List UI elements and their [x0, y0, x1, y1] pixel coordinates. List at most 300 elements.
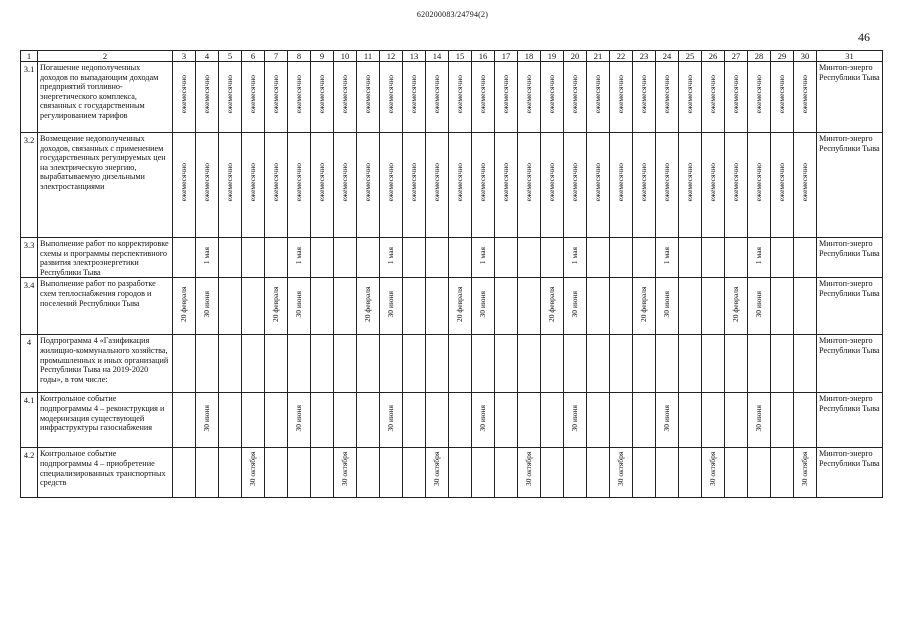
- schedule-cell: [656, 448, 679, 498]
- schedule-cell: [518, 62, 541, 133]
- schedule-cell: [357, 393, 380, 448]
- schedule-cell: [656, 393, 679, 448]
- schedule-date: ежемесячно: [385, 163, 395, 202]
- schedule-date: ежемесячно: [270, 75, 280, 114]
- schedule-cell: [679, 62, 702, 133]
- column-header: 28: [748, 51, 771, 62]
- schedule-cell: [334, 133, 357, 238]
- schedule-cell: [449, 238, 472, 278]
- schedule-cell: [357, 133, 380, 238]
- schedule-cell: [748, 393, 771, 448]
- schedule-date: ежемесячно: [500, 163, 510, 202]
- schedule-cell: [748, 335, 771, 393]
- schedule-cell: [242, 393, 265, 448]
- schedule-cell: [357, 278, 380, 335]
- schedule-cell: [702, 62, 725, 133]
- schedule-cell: [702, 448, 725, 498]
- schedule-cell: [288, 393, 311, 448]
- schedule-cell: [771, 278, 794, 335]
- schedule-cell: [265, 62, 288, 133]
- row-description: Подпрограмма 4 «Газификация жилищно-коммунального хозяйства, промышленных и иных организаций Республики Тыва на 2019-2020 годы», в том числе:: [38, 335, 173, 393]
- schedule-date: 30 июня: [293, 290, 303, 318]
- schedule-cell: [196, 448, 219, 498]
- schedule-cell: [403, 278, 426, 335]
- schedule-date: ежемесячно: [316, 163, 326, 202]
- schedule-date: ежемесячно: [546, 75, 556, 114]
- column-header: 21: [587, 51, 610, 62]
- schedule-date: 20 февраля: [730, 286, 740, 322]
- schedule-date: 20 февраля: [362, 286, 372, 322]
- schedule-cell: [265, 238, 288, 278]
- schedule-date: ежемесячно: [753, 75, 763, 114]
- schedule-date: ежемесячно: [201, 75, 211, 114]
- schedule-cell: [265, 448, 288, 498]
- table-row: [21, 393, 883, 448]
- schedule-cell: [357, 335, 380, 393]
- schedule-cell: [495, 238, 518, 278]
- schedule-cell: [587, 133, 610, 238]
- schedule-date: ежемесячно: [569, 163, 579, 202]
- schedule-date: ежемесячно: [247, 163, 257, 202]
- schedule-cell: [518, 393, 541, 448]
- row-description: Погашение недополученных доходов по выпадающим доходам предприятий топливно-энергетического комплекса, связанных с государственным регулированием тарифов: [38, 62, 173, 133]
- column-header: 27: [725, 51, 748, 62]
- schedule-cell: [610, 133, 633, 238]
- responsible-executor: Минтоп-энерго Республики Тыва: [817, 335, 883, 393]
- schedule-cell: [242, 278, 265, 335]
- schedule-cell: [794, 448, 817, 498]
- schedule-date: ежемесячно: [408, 75, 418, 114]
- column-header: 8: [288, 51, 311, 62]
- schedule-cell: [173, 133, 196, 238]
- schedule-cell: [219, 278, 242, 335]
- schedule-cell: [242, 133, 265, 238]
- schedule-cell: [403, 238, 426, 278]
- schedule-cell: [495, 62, 518, 133]
- schedule-cell: [173, 238, 196, 278]
- schedule-date: ежемесячно: [592, 75, 602, 114]
- schedule-cell: [610, 335, 633, 393]
- schedule-date: ежемесячно: [730, 75, 740, 114]
- schedule-cell: [219, 393, 242, 448]
- schedule-cell: [656, 278, 679, 335]
- row-number: 3.3: [21, 238, 38, 278]
- schedule-date: ежемесячно: [546, 163, 556, 202]
- schedule-cell: [702, 278, 725, 335]
- schedule-cell: [564, 448, 587, 498]
- schedule-cell: [495, 335, 518, 393]
- schedule-cell: [242, 238, 265, 278]
- schedule-date: 30 июня: [569, 290, 579, 318]
- schedule-cell: [380, 133, 403, 238]
- schedule-cell: [610, 62, 633, 133]
- schedule-date: 1 мая: [753, 246, 763, 264]
- responsible-executor: Минтоп-энерго Республики Тыва: [817, 62, 883, 133]
- column-header: 22: [610, 51, 633, 62]
- schedule-cell: [587, 448, 610, 498]
- column-header: 3: [173, 51, 196, 62]
- schedule-date: 30 июня: [293, 404, 303, 432]
- schedule-cell: [679, 133, 702, 238]
- schedule-cell: [403, 62, 426, 133]
- row-description: Возмещение недополученных доходов, связанных с применением государственных регулируемых цен на электрическую энергию, вырабатываемую дизельными электростанциями: [38, 133, 173, 238]
- schedule-date: ежемесячно: [431, 75, 441, 114]
- schedule-cell: [679, 448, 702, 498]
- schedule-cell: [541, 238, 564, 278]
- schedule-cell: [196, 62, 219, 133]
- schedule-cell: [449, 448, 472, 498]
- column-header: 4: [196, 51, 219, 62]
- schedule-date: 30 июня: [661, 290, 671, 318]
- schedule-date: 1 мая: [201, 246, 211, 264]
- schedule-cell: [702, 393, 725, 448]
- schedule-cell: [334, 238, 357, 278]
- schedule-date: ежемесячно: [684, 163, 694, 202]
- schedule-cell: [334, 448, 357, 498]
- table-row: [21, 448, 883, 498]
- schedule-date: 30 октября: [339, 452, 349, 487]
- schedule-cell: [633, 335, 656, 393]
- column-header: 29: [771, 51, 794, 62]
- schedule-cell: [794, 238, 817, 278]
- schedule-cell: [748, 278, 771, 335]
- row-number: 4.2: [21, 448, 38, 498]
- schedule-cell: [794, 133, 817, 238]
- schedule-date: ежемесячно: [500, 75, 510, 114]
- schedule-date: ежемесячно: [776, 75, 786, 114]
- schedule-cell: [702, 335, 725, 393]
- schedule-date: ежемесячно: [477, 163, 487, 202]
- schedule-cell: [380, 335, 403, 393]
- document-id: 620200083/24794(2): [416, 10, 489, 19]
- schedule-cell: [748, 448, 771, 498]
- column-header: 2: [38, 51, 173, 62]
- table-row: [21, 133, 883, 238]
- schedule-date: 1 мая: [385, 246, 395, 264]
- schedule-cell: [380, 278, 403, 335]
- schedule-cell: [656, 238, 679, 278]
- schedule-cell: [472, 393, 495, 448]
- schedule-cell: [311, 238, 334, 278]
- schedule-date: ежемесячно: [615, 163, 625, 202]
- schedule-date: ежемесячно: [615, 75, 625, 114]
- schedule-cell: [633, 238, 656, 278]
- schedule-cell: [725, 62, 748, 133]
- row-number: 4: [21, 335, 38, 393]
- schedule-cell: [357, 448, 380, 498]
- schedule-date: 30 июня: [385, 290, 395, 318]
- responsible-executor: Минтоп-энерго Республики Тыва: [817, 278, 883, 335]
- responsible-executor: Минтоп-энерго Республики Тыва: [817, 133, 883, 238]
- responsible-executor: Минтоп-энерго Республики Тыва: [817, 238, 883, 278]
- schedule-date: ежемесячно: [431, 163, 441, 202]
- schedule-cell: [380, 238, 403, 278]
- page-number: 46: [858, 30, 870, 44]
- schedule-cell: [426, 278, 449, 335]
- schedule-cell: [426, 335, 449, 393]
- schedule-cell: [587, 393, 610, 448]
- schedule-date: ежемесячно: [753, 163, 763, 202]
- schedule-cell: [587, 238, 610, 278]
- schedule-cell: [403, 335, 426, 393]
- schedule-cell: [173, 393, 196, 448]
- schedule-cell: [725, 393, 748, 448]
- row-number: 4.1: [21, 393, 38, 448]
- schedule-cell: [610, 393, 633, 448]
- schedule-cell: [518, 133, 541, 238]
- schedule-date: ежемесячно: [799, 163, 809, 202]
- schedule-date: ежемесячно: [385, 75, 395, 114]
- schedule-cell: [472, 335, 495, 393]
- schedule-cell: [449, 335, 472, 393]
- schedule-cell: [702, 133, 725, 238]
- schedule-cell: [748, 62, 771, 133]
- schedule-cell: [541, 278, 564, 335]
- schedule-cell: [564, 62, 587, 133]
- schedule-cell: [334, 278, 357, 335]
- schedule-cell: [771, 238, 794, 278]
- schedule-date: 1 мая: [293, 246, 303, 264]
- schedule-cell: [679, 238, 702, 278]
- schedule-date: ежемесячно: [684, 75, 694, 114]
- schedule-cell: [518, 335, 541, 393]
- schedule-cell: [771, 335, 794, 393]
- schedule-cell: [380, 393, 403, 448]
- table-row: [21, 62, 883, 133]
- row-description: Выполнение работ по разработке схем теплоснабжения городов и поселений Республики Тыва: [38, 278, 173, 335]
- schedule-cell: [196, 238, 219, 278]
- schedule-cell: [196, 278, 219, 335]
- schedule-cell: [426, 62, 449, 133]
- schedule-cell: [656, 335, 679, 393]
- schedule-date: 1 мая: [569, 246, 579, 264]
- schedule-date: ежемесячно: [638, 75, 648, 114]
- schedule-cell: [541, 393, 564, 448]
- column-header: 6: [242, 51, 265, 62]
- column-header: 15: [449, 51, 472, 62]
- responsible-executor: Минтоп-энерго Республики Тыва: [817, 393, 883, 448]
- column-header: 31: [817, 51, 883, 62]
- schedule-cell: [265, 393, 288, 448]
- schedule-date: ежемесячно: [523, 163, 533, 202]
- schedule-cell: [265, 335, 288, 393]
- schedule-cell: [564, 238, 587, 278]
- schedule-date: 30 октября: [615, 452, 625, 487]
- column-header: 12: [380, 51, 403, 62]
- schedule-cell: [564, 335, 587, 393]
- schedule-cell: [426, 133, 449, 238]
- schedule-cell: [173, 278, 196, 335]
- schedule-cell: [702, 238, 725, 278]
- schedule-cell: [173, 62, 196, 133]
- schedule-cell: [219, 238, 242, 278]
- column-header: 20: [564, 51, 587, 62]
- schedule-cell: [495, 133, 518, 238]
- schedule-cell: [587, 278, 610, 335]
- column-header: 1: [21, 51, 38, 62]
- schedule-cell: [196, 393, 219, 448]
- schedule-cell: [656, 62, 679, 133]
- schedule-cell: [403, 133, 426, 238]
- schedule-date: 30 июня: [201, 290, 211, 318]
- schedule-date: 20 февраля: [454, 286, 464, 322]
- column-header: 17: [495, 51, 518, 62]
- schedule-cell: [357, 238, 380, 278]
- schedule-cell: [587, 62, 610, 133]
- schedule-cell: [311, 62, 334, 133]
- schedule-cell: [495, 393, 518, 448]
- column-header: 25: [679, 51, 702, 62]
- schedule-cell: [196, 133, 219, 238]
- schedule-date: ежемесячно: [270, 163, 280, 202]
- schedule-cell: [794, 335, 817, 393]
- schedule-date: 30 октября: [431, 452, 441, 487]
- schedule-cell: [173, 335, 196, 393]
- schedule-date: ежемесячно: [799, 75, 809, 114]
- schedule-cell: [725, 335, 748, 393]
- column-header: 13: [403, 51, 426, 62]
- schedule-date: 30 июня: [477, 290, 487, 318]
- schedule-cell: [242, 335, 265, 393]
- schedule-cell: [403, 448, 426, 498]
- schedule-cell: [242, 62, 265, 133]
- schedule-cell: [587, 335, 610, 393]
- schedule-cell: [771, 448, 794, 498]
- table-row: [21, 238, 883, 278]
- schedule-cell: [633, 62, 656, 133]
- schedule-cell: [771, 133, 794, 238]
- schedule-date: ежемесячно: [178, 163, 188, 202]
- schedule-cell: [449, 393, 472, 448]
- schedule-cell: [288, 62, 311, 133]
- schedule-date: ежемесячно: [707, 163, 717, 202]
- schedule-cell: [725, 238, 748, 278]
- schedule-cell: [610, 448, 633, 498]
- schedule-date: 1 мая: [661, 246, 671, 264]
- schedule-cell: [679, 393, 702, 448]
- schedule-date: 30 июня: [477, 404, 487, 432]
- schedule-date: 30 июня: [201, 404, 211, 432]
- schedule-cell: [472, 238, 495, 278]
- schedule-cell: [219, 335, 242, 393]
- schedule-date: ежемесячно: [293, 75, 303, 114]
- column-header: 16: [472, 51, 495, 62]
- schedule-cell: [449, 133, 472, 238]
- schedule-date: ежемесячно: [477, 75, 487, 114]
- schedule-cell: [610, 238, 633, 278]
- row-description: Контрольное событие подпрограммы 4 – приобретение специализированных транспортных средств: [38, 448, 173, 498]
- schedule-date: 30 июня: [569, 404, 579, 432]
- row-description: Контрольное событие подпрограммы 4 – реконструкция и модернизация существующей инфраструктуры газоснабжения: [38, 393, 173, 448]
- table-row: [21, 278, 883, 335]
- schedule-cell: [564, 278, 587, 335]
- schedule-cell: [426, 238, 449, 278]
- column-header: 5: [219, 51, 242, 62]
- schedule-cell: [541, 448, 564, 498]
- schedule-cell: [725, 133, 748, 238]
- schedule-cell: [357, 62, 380, 133]
- schedule-cell: [334, 62, 357, 133]
- schedule-cell: [794, 62, 817, 133]
- schedule-cell: [288, 335, 311, 393]
- schedule-cell: [518, 238, 541, 278]
- schedule-date: ежемесячно: [362, 163, 372, 202]
- schedule-cell: [725, 448, 748, 498]
- schedule-cell: [334, 393, 357, 448]
- schedule-date: 1 мая: [477, 246, 487, 264]
- schedule-cell: [564, 133, 587, 238]
- schedule-date: ежемесячно: [408, 163, 418, 202]
- schedule-cell: [403, 393, 426, 448]
- column-header-row: [21, 51, 883, 62]
- schedule-cell: [219, 62, 242, 133]
- schedule-date: 30 июня: [385, 404, 395, 432]
- schedule-table: [20, 50, 883, 498]
- schedule-cell: [633, 278, 656, 335]
- schedule-date: 30 октября: [247, 452, 257, 487]
- column-header: 18: [518, 51, 541, 62]
- schedule-cell: [242, 448, 265, 498]
- schedule-cell: [265, 133, 288, 238]
- schedule-cell: [633, 133, 656, 238]
- schedule-cell: [748, 238, 771, 278]
- schedule-cell: [380, 448, 403, 498]
- schedule-cell: [633, 448, 656, 498]
- schedule-cell: [771, 393, 794, 448]
- schedule-cell: [518, 278, 541, 335]
- schedule-cell: [196, 335, 219, 393]
- schedule-date: ежемесячно: [569, 75, 579, 114]
- schedule-cell: [495, 278, 518, 335]
- schedule-cell: [495, 448, 518, 498]
- schedule-cell: [288, 448, 311, 498]
- schedule-cell: [173, 448, 196, 498]
- schedule-cell: [311, 335, 334, 393]
- schedule-cell: [288, 133, 311, 238]
- schedule-date: ежемесячно: [362, 75, 372, 114]
- schedule-cell: [219, 133, 242, 238]
- schedule-cell: [564, 393, 587, 448]
- schedule-date: 30 июня: [753, 404, 763, 432]
- row-number: 3.1: [21, 62, 38, 133]
- row-description: Выполнение работ по корректировке схемы и программы перспективного развития электроэнергетики Республики Тыва: [38, 238, 173, 278]
- schedule-date: 20 февраля: [178, 286, 188, 322]
- schedule-date: 20 февраля: [546, 286, 556, 322]
- schedule-date: ежемесячно: [730, 163, 740, 202]
- schedule-cell: [288, 238, 311, 278]
- row-number: 3.4: [21, 278, 38, 335]
- schedule-cell: [541, 133, 564, 238]
- schedule-date: 30 июня: [753, 290, 763, 318]
- schedule-cell: [426, 393, 449, 448]
- column-header: 9: [311, 51, 334, 62]
- schedule-date: ежемесячно: [592, 163, 602, 202]
- schedule-cell: [794, 278, 817, 335]
- schedule-cell: [380, 62, 403, 133]
- schedule-date: ежемесячно: [316, 75, 326, 114]
- schedule-cell: [794, 393, 817, 448]
- schedule-date: ежемесячно: [638, 163, 648, 202]
- schedule-cell: [219, 448, 242, 498]
- schedule-cell: [748, 133, 771, 238]
- schedule-date: ежемесячно: [293, 163, 303, 202]
- schedule-cell: [472, 448, 495, 498]
- schedule-date: ежемесячно: [224, 163, 234, 202]
- schedule-date: ежемесячно: [661, 163, 671, 202]
- schedule-cell: [725, 278, 748, 335]
- schedule-date: ежемесячно: [178, 75, 188, 114]
- column-header: 14: [426, 51, 449, 62]
